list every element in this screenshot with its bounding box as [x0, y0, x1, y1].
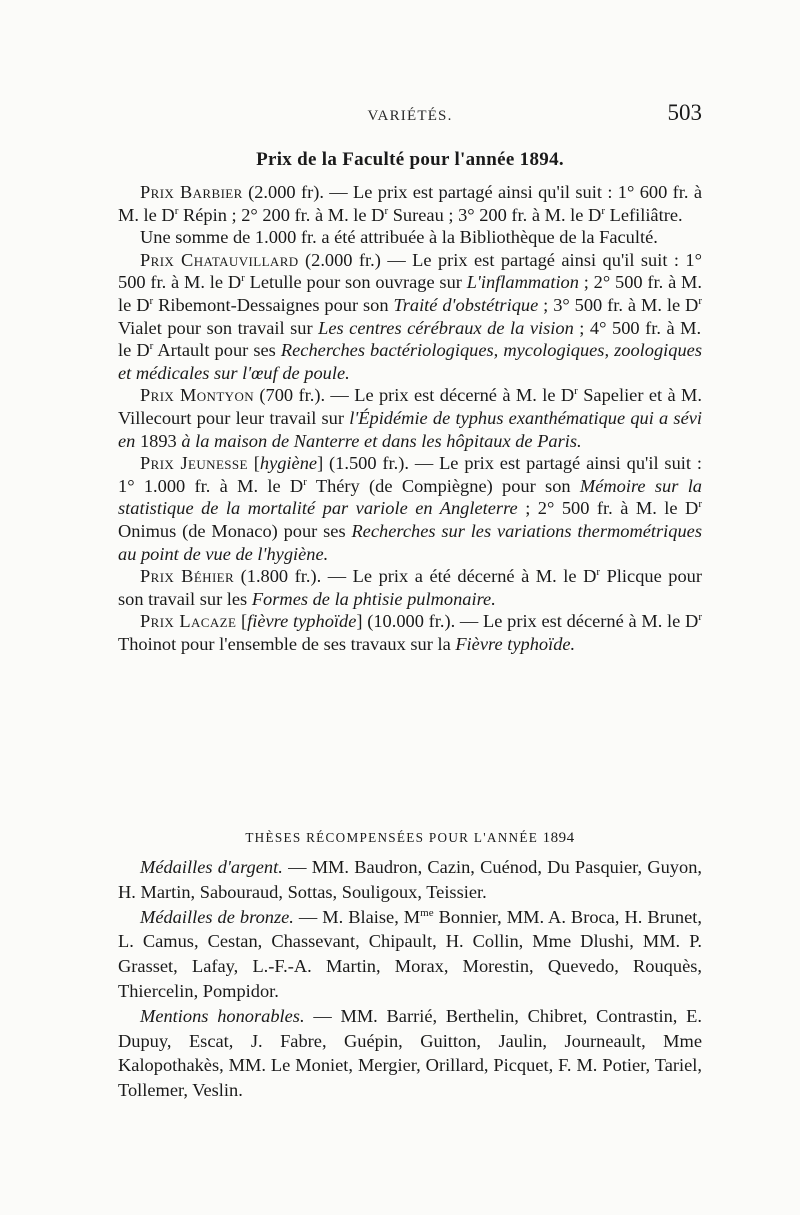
- prize-paragraph-behier: [118, 565, 702, 610]
- prize-text: 1893: [135, 430, 182, 451]
- theses-heading: [118, 830, 702, 847]
- superscript: r: [698, 611, 702, 624]
- theses-heading-year: 1894: [542, 830, 575, 846]
- prize-text: Vialet pour son travail sur: [118, 317, 319, 338]
- prize-text: ; 2° 500 fr. à M. le D: [517, 498, 699, 519]
- page-title: Prix de la Faculté pour l'année 1894.: [256, 149, 564, 170]
- prize-topic: fièvre typhoïde: [247, 611, 357, 632]
- prize-text: Artault pour ses: [153, 340, 281, 361]
- prize-text: Sapelier et à M. Villecourt pour leur travail sur: [118, 385, 702, 428]
- superscript: r: [174, 204, 179, 217]
- superscript: r: [149, 340, 154, 353]
- superscript: r: [596, 565, 601, 578]
- award-label: Médailles d'argent.: [140, 857, 283, 877]
- prize-text: (1.800 fr.). — Le prix a été décerné à M. le D: [234, 566, 597, 587]
- prize-paragraph-chatauvillard: [118, 249, 702, 385]
- running-head: [118, 100, 702, 130]
- work-title: Formes de la phtisie pulmonaire.: [251, 588, 496, 609]
- prize-text: Letulle pour son ouvrage sur: [244, 272, 467, 293]
- superscript: r: [303, 475, 307, 488]
- prize-text: Lefiliâtre.: [604, 204, 683, 225]
- work-title: Recherches sur les variations thermométriques au point de vue de l'hygiène.: [118, 520, 702, 564]
- superscript: me: [420, 906, 434, 919]
- prize-text: ; 4° 500 fr. à M. le D: [118, 317, 702, 361]
- theses-heading-text: THÈSES RÉCOMPENSÉES POUR L'ANNÉE: [245, 830, 543, 845]
- prize-text: Ribemont-Dessaignes pour son: [153, 294, 394, 315]
- award-label: Médailles de bronze.: [140, 906, 294, 927]
- bronze-medals-paragraph: [118, 905, 702, 1004]
- work-title: Recherches bactériologiques, mycologiques, zoologiques et médicales sur l'œuf de poule.: [118, 340, 703, 383]
- work-title: Traité d'obstétrique: [393, 294, 539, 315]
- prize-text: ; 3° 500 fr. à M. le D: [538, 294, 699, 315]
- prize-name: Prix Chatauvillard: [140, 249, 299, 270]
- prize-text: Thoinot pour l'ensemble de ses travaux sur la: [118, 633, 456, 654]
- superscript: r: [698, 498, 702, 511]
- silver-medals-paragraph: [118, 855, 702, 905]
- page-number: 503: [667, 100, 702, 125]
- prize-text: Théry (de Compiègne) pour son: [306, 475, 580, 496]
- honorable-mentions-paragraph: [118, 1004, 702, 1103]
- prize-paragraph-lacaze: [118, 610, 702, 655]
- work-title: Fièvre typhoïde.: [455, 633, 576, 654]
- prize-paragraph-jeunesse: [118, 452, 702, 565]
- prize-name: Prix Béhier: [140, 566, 235, 587]
- prize-text: ] (1.500 fr.). — Le prix est partagé ainsi qu'il suit : 1° 1.000 fr. à M. le D: [118, 453, 702, 496]
- prize-text: [: [236, 611, 248, 632]
- prize-text: ; 2° 500 fr. à M. le D: [118, 272, 702, 315]
- award-names: — M. Blaise, M: [293, 906, 421, 927]
- work-title: Les centres cérébraux de la vision: [318, 317, 574, 338]
- prize-text: (2.000 fr). — Le prix est partagé ainsi qu'il suit : 1° 600 fr. à M. le D: [118, 182, 703, 225]
- prize-text: [: [247, 453, 260, 474]
- prize-text: Plicque pour son travail sur les: [118, 566, 702, 609]
- prize-text: (2.000 fr.) — Le prix est partagé ainsi qu'il suit : 1° 500 fr. à M. le D: [118, 249, 702, 293]
- work-title: l'Épidémie de typhus exanthématique qui a sévi en: [118, 407, 703, 451]
- prize-topic: hygiène: [259, 453, 318, 474]
- prize-name: Prix Jeunesse: [140, 453, 248, 474]
- work-title: Mémoire sur la statistique de la mortalité par variole en Angleterre: [118, 475, 702, 519]
- work-title: à la maison de Nanterre et dans les hôpitaux de Paris.: [181, 430, 582, 451]
- prize-name: Prix Barbier: [140, 182, 243, 202]
- prize-text: ] (10.000 fr.). — Le prix est décerné à M. le D: [356, 611, 699, 632]
- superscript: r: [149, 294, 154, 307]
- library-paragraph: Une somme de 1.000 fr. a été attribuée à la Bibliothèque de la Faculté.: [140, 227, 658, 248]
- superscript: r: [574, 385, 578, 398]
- award-names: — MM. Baudron, Cazin, Cuénod, Du Pasquier, Guyon, H. Martin, Sabouraud, Sottas, Souligoux, Teissier.: [118, 857, 702, 902]
- prize-paragraph-barbier: [118, 181, 702, 226]
- prizes-section: [118, 181, 702, 655]
- prize-name: Prix Lacaze: [140, 611, 237, 632]
- work-title: L'inflammation: [466, 272, 579, 293]
- theses-section: [118, 855, 702, 1103]
- prize-text: Répin ; 2° 200 fr. à M. le D: [178, 204, 385, 225]
- superscript: r: [241, 272, 245, 285]
- prize-paragraph-montyon: [118, 384, 702, 452]
- prize-text: Sureau ; 3° 200 fr. à M. le D: [388, 204, 602, 225]
- superscript: r: [698, 294, 703, 307]
- superscript: r: [384, 204, 389, 217]
- superscript: r: [601, 204, 605, 217]
- prize-text: (700 fr.). — Le prix est décerné à M. le D: [254, 385, 575, 406]
- prize-text: Onimus (de Monaco) pour ses: [118, 520, 352, 541]
- award-names: Bonnier, MM. A. Broca, H. Brunet, L. Camus, Cestan, Chassevant, Chipault, H. Collin, Mme Dlushi, MM. P. Grasset, Lafay, L.-F.-A. Martin, Morax, Morestin, Quevedo, Rouquès, Thiercelin, Pompidor.: [118, 906, 702, 1001]
- running-title: VARIÉTÉS.: [367, 108, 453, 124]
- award-names: — MM. Barrié, Berthelin, Chibret, Contrastin, E. Dupuy, Escat, J. Fabre, Guépin, Guitton, Jaulin, Journeault, Mme Kalopothakès, MM. Le Moniet, Mergier, Orillard, Picquet, F. M. Potier, Tariel, Tollemer, Veslin.: [118, 1005, 702, 1101]
- award-label: Mentions honorables.: [140, 1005, 305, 1026]
- prize-name: Prix Montyon: [140, 385, 255, 406]
